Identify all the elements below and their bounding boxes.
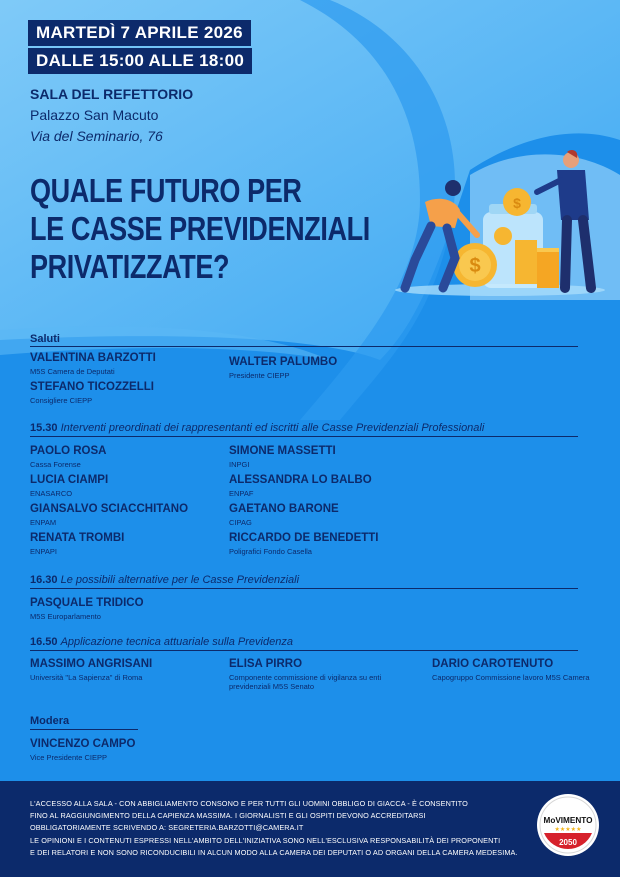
logo-stars: ★★★★★ bbox=[554, 826, 582, 833]
speaker-name: DARIO CAROTENUTO bbox=[432, 658, 554, 670]
speaker-name: PASQUALE TRIDICO bbox=[30, 597, 144, 609]
footer-line: L'ACCESSO ALLA SALA - CON ABBIGLIAMENTO CONSONO E PER TUTTI GLI UOMINI OBBLIGO DI GIACCA - È CONSENTITO bbox=[30, 799, 468, 808]
speaker-role: ENASARCO bbox=[30, 489, 73, 498]
footer-line: E DEI RELATORI E NON SONO RICONDUCIBILI IN ALCUN MODO ALLA CAMERA DEI DEPUTATI O AD ORGANI DELLA CAMERA MEDESIMA. bbox=[30, 847, 518, 857]
speaker-name: ALESSANDRA LO BALBO bbox=[229, 474, 372, 486]
divider bbox=[30, 346, 578, 347]
speaker-role: M5S Europarlamento bbox=[30, 612, 101, 621]
section-applicazione-title bbox=[30, 636, 293, 648]
event-time: DALLE 15:00 ALLE 18:00 bbox=[28, 48, 252, 74]
speaker bbox=[30, 658, 152, 682]
speaker bbox=[30, 352, 156, 376]
svg-text:$: $ bbox=[469, 255, 481, 277]
title-line-2: LE CASSE PREVIDENZIALI bbox=[30, 210, 370, 247]
section-time: 16.50 bbox=[30, 636, 58, 648]
speaker-name: WALTER PALUMBO bbox=[229, 356, 338, 368]
speaker-role: Presidente CIEPP bbox=[229, 371, 290, 380]
section-label: Applicazione tecnica attuariale sulla Previdenza bbox=[60, 636, 293, 648]
divider bbox=[30, 436, 578, 437]
speaker-name: VINCENZO CAMPO bbox=[30, 738, 136, 750]
speaker-role: Componente commissione di vigilanza su enti previdenziali M5S Senato bbox=[229, 673, 382, 691]
footer-email-link[interactable]: SEGRETERIA.BARZOTTI@CAMERA.IT bbox=[168, 823, 304, 833]
section-time: 15.30 bbox=[30, 422, 58, 434]
speaker-role: INPGI bbox=[229, 460, 250, 469]
venue bbox=[30, 84, 193, 147]
speaker bbox=[30, 445, 106, 469]
speaker-name: RENATA TROMBI bbox=[30, 532, 125, 544]
divider bbox=[30, 650, 578, 651]
speaker bbox=[432, 658, 592, 682]
speaker bbox=[30, 597, 144, 621]
speaker bbox=[30, 381, 154, 405]
section-label: Le possibili alternative per le Casse Previdenziali bbox=[60, 574, 300, 586]
divider bbox=[30, 729, 138, 730]
section-modera-title: Modera bbox=[30, 715, 70, 727]
speaker-name: VALENTINA BARZOTTI bbox=[30, 352, 156, 364]
speaker-role: Vice Presidente CIEPP bbox=[30, 753, 107, 762]
page-title bbox=[30, 172, 424, 286]
section-saluti-title: Saluti bbox=[30, 333, 60, 345]
speaker-name: ELISA PIRRO bbox=[229, 658, 303, 670]
section-interventi-title bbox=[30, 422, 484, 434]
speaker-role: Poligrafici Fondo Casella bbox=[229, 547, 312, 556]
speaker-name: RICCARDO DE BENEDETTI bbox=[229, 532, 379, 544]
coins-illustration bbox=[385, 140, 615, 300]
title-line-1: QUALE FUTURO PER bbox=[30, 172, 302, 209]
speaker bbox=[30, 474, 108, 498]
speaker-role: Capogruppo Commissione lavoro M5S Camera bbox=[432, 673, 590, 682]
footer-email-prefix: OBBLIGATORIAMENTE SCRIVENDO A: bbox=[30, 823, 167, 833]
speaker bbox=[30, 532, 124, 556]
footer-line bbox=[30, 822, 530, 834]
speaker bbox=[229, 474, 372, 498]
speaker-role: ENPAM bbox=[30, 518, 57, 527]
speaker-name: MASSIMO ANGRISANI bbox=[30, 658, 153, 670]
speaker bbox=[229, 445, 336, 469]
movimento-logo bbox=[536, 793, 600, 857]
speaker-name: GIANSALVO SCIACCHITANO bbox=[30, 503, 189, 515]
speaker-name: SIMONE MASSETTI bbox=[229, 445, 336, 457]
svg-text:$: $ bbox=[513, 195, 521, 211]
speaker-name: LUCIA CIAMPI bbox=[30, 474, 109, 486]
footer-line: FINO AL RAGGIUNGIMENTO DELLA CAPIENZA MASSIMA. I GIORNALISTI E GLI OSPITI DEVONO ACCREDITARSI bbox=[30, 811, 426, 821]
logo-year: 2050 bbox=[559, 838, 577, 847]
speaker-name: STEFANO TICOZZELLI bbox=[30, 381, 154, 393]
divider bbox=[30, 588, 578, 589]
speaker bbox=[229, 532, 379, 556]
speaker bbox=[30, 503, 188, 527]
speaker-role: ENPAF bbox=[229, 489, 254, 498]
venue-room: SALA DEL REFETTORIO bbox=[30, 86, 194, 102]
speaker bbox=[30, 738, 135, 762]
speaker-role: Cassa Forense bbox=[30, 460, 81, 469]
speaker-role: ENPAPI bbox=[30, 547, 57, 556]
venue-address: Via del Seminario, 76 bbox=[30, 128, 163, 144]
speaker-role: Consigliere CIEPP bbox=[30, 396, 93, 405]
venue-building: Palazzo San Macuto bbox=[30, 107, 159, 123]
footer-notice bbox=[30, 798, 530, 859]
section-time: 16.30 bbox=[30, 574, 58, 586]
event-date: MARTEDÌ 7 APRILE 2026 bbox=[28, 20, 251, 46]
speaker-role: Università "La Sapienza" di Roma bbox=[30, 673, 143, 682]
section-label: Interventi preordinati dei rappresentanti ed iscritti alle Casse Previdenziali Professionali bbox=[60, 422, 485, 434]
section-alternative-title bbox=[30, 574, 299, 586]
speaker bbox=[229, 503, 339, 527]
speaker-role: CIPAG bbox=[229, 518, 252, 527]
speaker bbox=[229, 356, 337, 380]
speaker bbox=[229, 658, 399, 691]
logo-text: MoVIMENTO bbox=[543, 816, 593, 825]
title-line-3: PRIVATIZZATE? bbox=[30, 248, 230, 285]
speaker-name: PAOLO ROSA bbox=[30, 445, 107, 457]
speaker-name: GAETANO BARONE bbox=[229, 503, 339, 515]
footer-line: LE OPINIONI E I CONTENUTI ESPRESSI NELL'AMBITO DELL'INIZIATIVA SONO NELL'ESCLUSIVA RESPONSABILITÀ DEI PROPONENTI bbox=[30, 835, 501, 845]
speaker-role: M5S Camera de Deputati bbox=[30, 367, 115, 376]
